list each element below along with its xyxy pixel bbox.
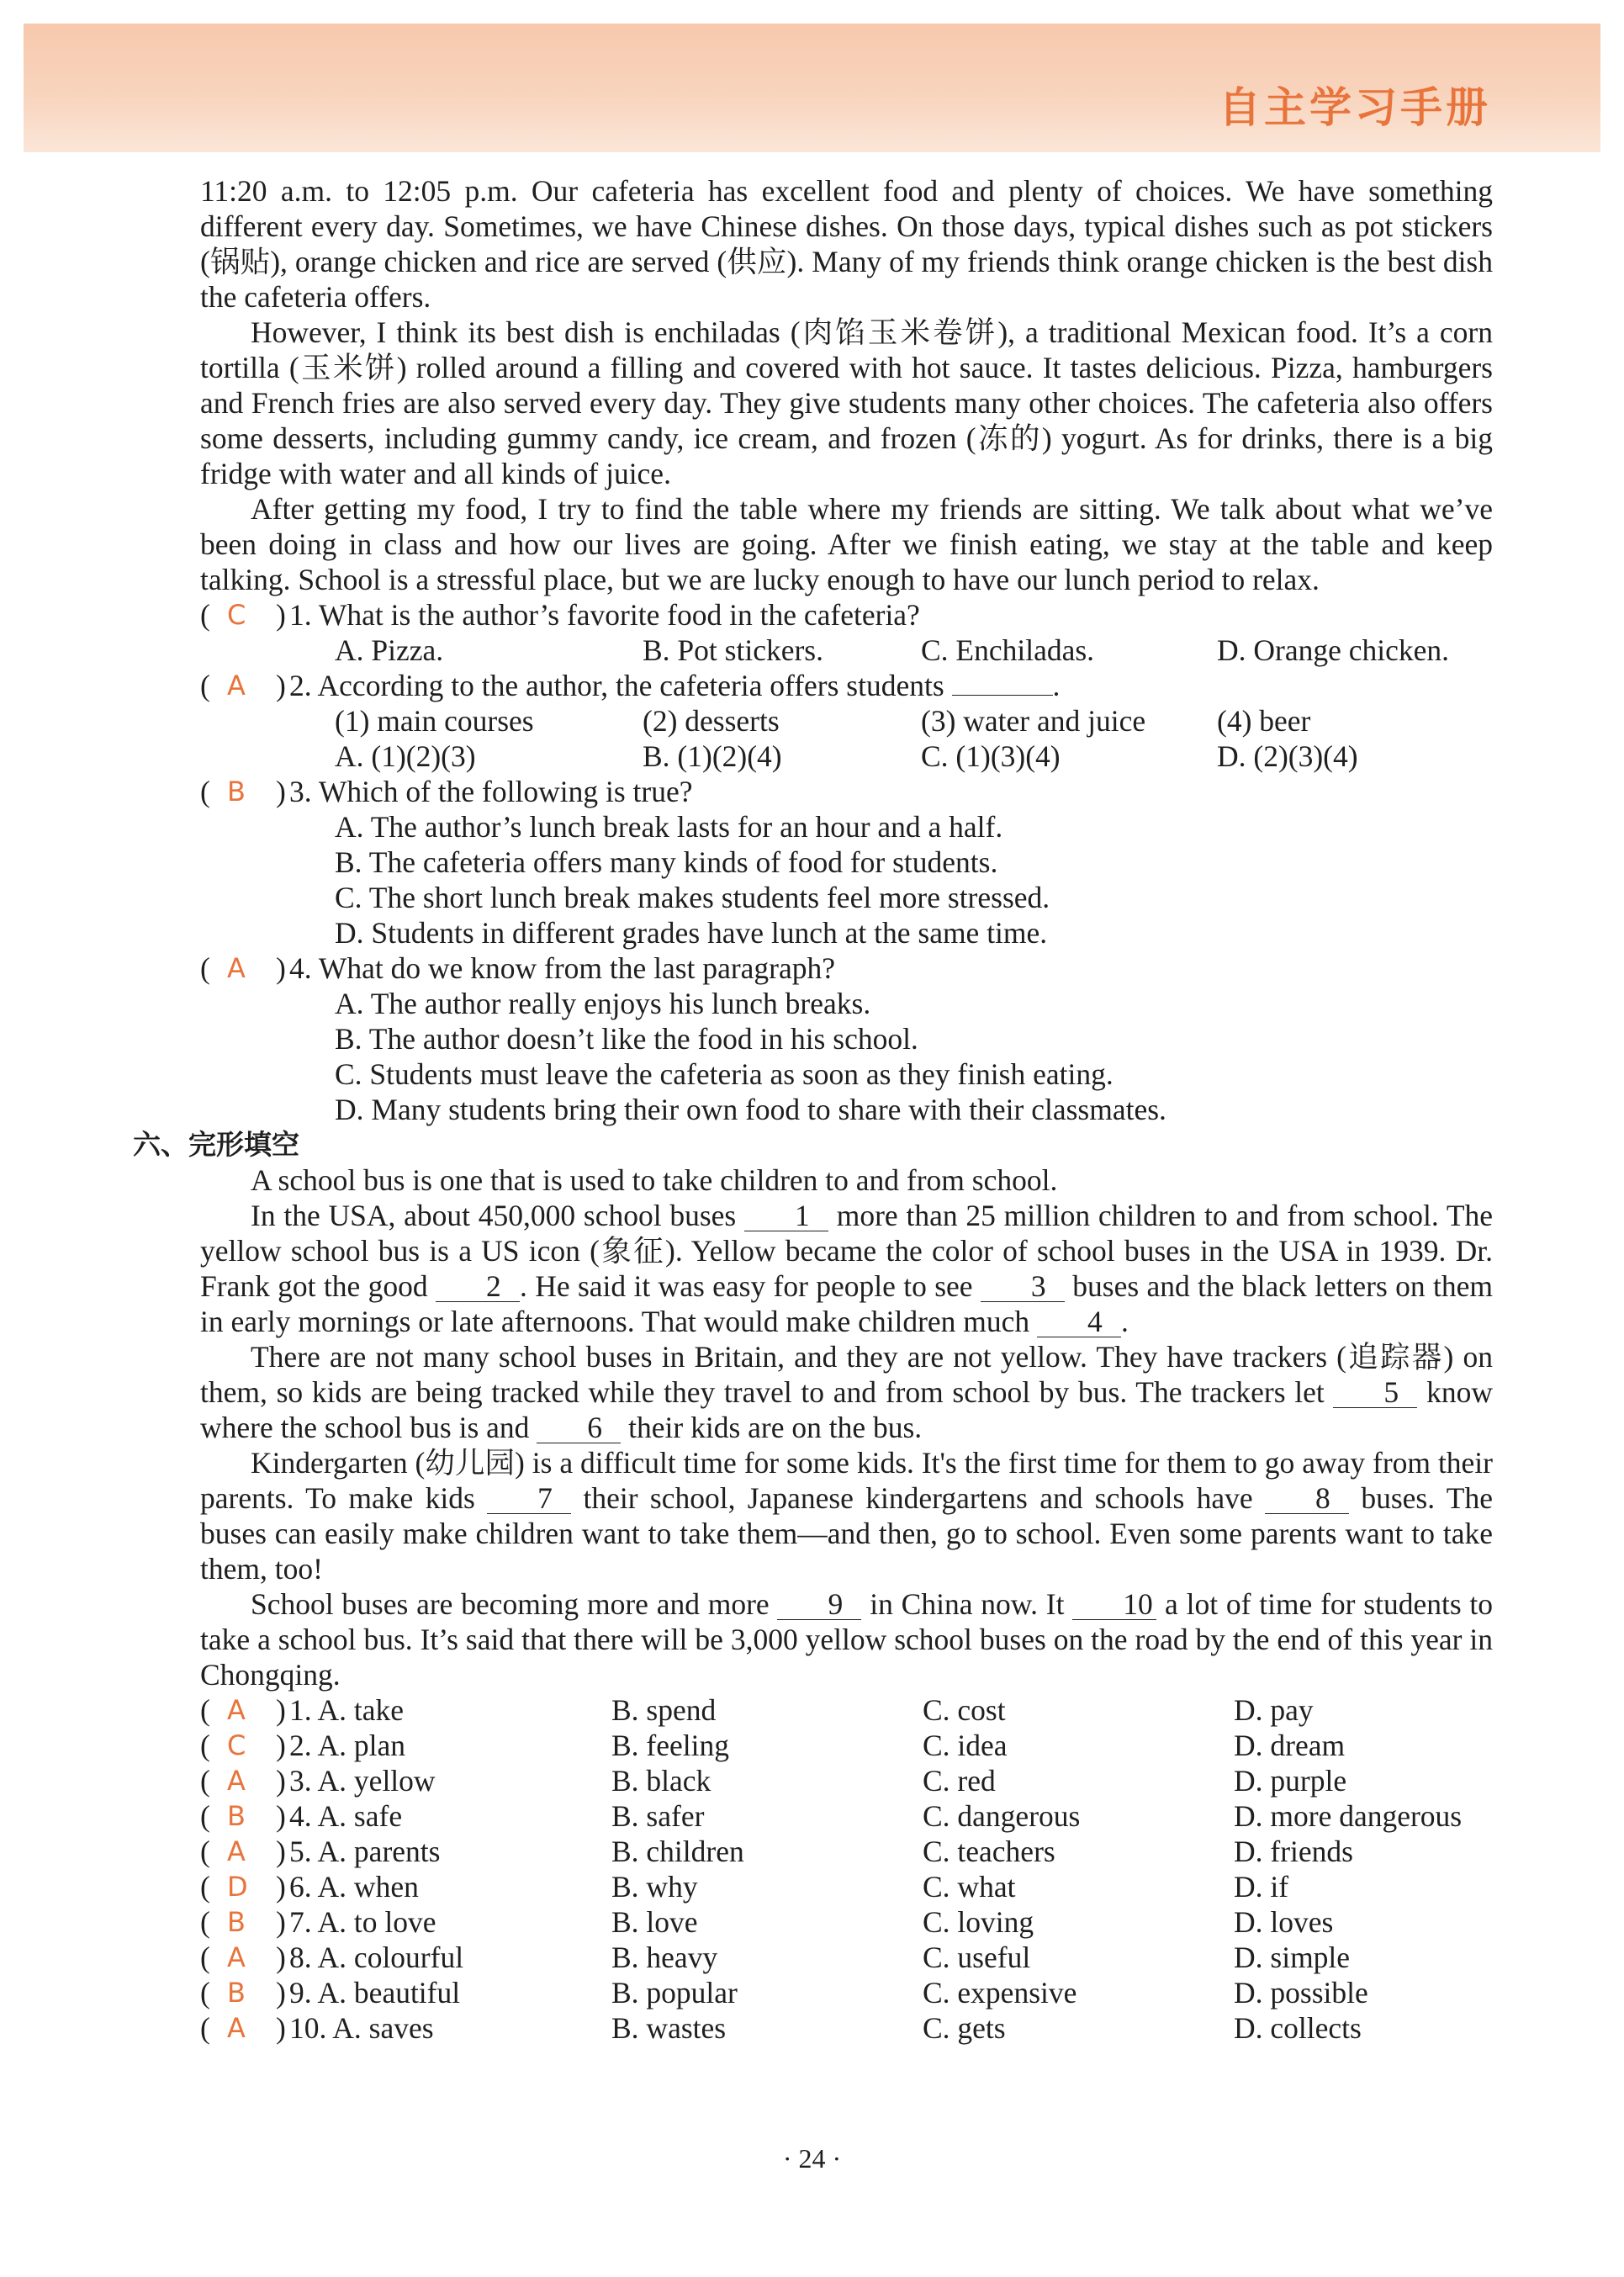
answer-mark: C [227,1729,246,1761]
cloze-paragraph: In the USA, about 450,000 school buses 1 more than 25 million children to and from school. The yellow school bus is a US icon (象征). Yellow became the color of school buses in the USA in 1939. Dr. Frank got the good 2 . He said it was easy for people to see 3 buses and the black letters on them in early mornings or late afternoons. That would make children much 4 . [200,1199,1494,1338]
option: B. The author doesn’t like the food in his school. [335,1022,918,1056]
option: B. (1)(2)(4) [643,739,782,773]
option-row [200,633,1493,668]
cloze-blank: 6 [537,1412,621,1443]
cloze-answer-row [200,1728,1493,1763]
option: A. The author’s lunch break lasts for an hour and a half. [335,810,1003,844]
option: A. to love [317,1905,436,1939]
answer-mark: C [227,599,246,631]
option: C. gets [923,2011,1006,2045]
option: A. The author really enjoys his lunch breaks. [335,987,871,1020]
book-title: 自主学习手册 [1219,83,1491,132]
option: D. Orange chicken. [1217,633,1449,667]
option: A. plan [317,1729,406,1762]
cloze-answer-left: ( A ) 10. A. saves [200,2011,434,2045]
cloze-blank: 8 [1265,1483,1349,1514]
section-title: 六、完形填空 [133,1128,299,1161]
item: (2) desserts [643,704,780,738]
option: B. love [611,1905,698,1939]
cloze-blank: 7 [487,1483,571,1514]
option: B. why [611,1870,698,1904]
cloze-answer-row [200,2010,1493,2046]
option: C. cost [923,1693,1006,1727]
cloze-answer-row [200,1975,1493,2010]
cloze-answer-list [200,1692,1493,2046]
question-number: 5. [289,1835,312,1868]
question-text: 1. What is the author’s favorite food in the cafeteria? [289,598,920,632]
answer-bracket: ( A ) [200,951,286,985]
option: C. useful [923,1941,1031,1974]
option: A. colourful [317,1941,464,1974]
item: (1) main courses [335,704,534,738]
reading-paragraph: After getting my food, I try to find the table where my friends are sitting. We talk about what we’ve been doing in class and how our lives are going. After we finish eating, we stay at the table and keep talking. School is a stressful place, but we are lucky enough to have our lunch period to relax. [200,492,1493,596]
option: D. friends [1234,1835,1353,1868]
question-number: 3. [289,1764,312,1798]
answer-mark: A [227,1765,246,1797]
option-list [200,986,1493,1127]
cloze-answer-left: ( A ) 8. A. colourful [200,1941,464,1974]
option: B. safer [611,1799,705,1833]
option: D. collects [1234,2011,1362,2045]
cloze-answer-row [200,1798,1493,1834]
option: B. popular [611,1976,738,2010]
option: A. yellow [317,1764,436,1798]
option: B. Pot stickers. [643,633,823,667]
option: B. spend [611,1693,717,1727]
reading-paragraph: However, I think its best dish is enchiladas (肉馅玉米卷饼), a traditional Mexican food. It’s a corn tortilla (玉米饼) rolled around a filling and covered with hot sauce. It tastes delicious. Pizza, hamburgers and French fries are also served every day. They give students many other choices. The cafeteria also offers some desserts, including gummy candy, ice cream, and frozen (冻的) yogurt. As for drinks, there is a big fridge with water and all kinds of juice. [200,315,1493,490]
cloze-answer-left: ( B ) 4. A. safe [200,1799,403,1833]
option: D. Students in different grades have lunch at the same time. [335,916,1048,950]
cloze-blank: 2 [436,1271,520,1302]
answer-mark: B [227,1977,246,2009]
option: D. Many students bring their own food to share with their classmates. [335,1093,1166,1126]
question-number: 6. [289,1870,312,1904]
answer-mark: D [227,1871,248,1903]
page-content [133,173,1494,2046]
option: C. teachers [923,1835,1055,1868]
option: A. beautiful [317,1976,461,2010]
cloze-answer-row [200,1904,1493,1940]
option: B. black [611,1764,711,1798]
question-number: 9. [289,1976,312,2010]
reading-paragraph: 11:20 a.m. to 12:05 p.m. Our cafeteria has excellent food and plenty of choices. We have something different every day. Sometimes, we have Chinese dishes. On those days, typical dishes such as pot stickers (锅贴), orange chicken and rice are served (供应). Many of my friends think orange chicken is the best dish the cafeteria offers. [200,174,1493,314]
page-number: · 24 · [782,2143,842,2174]
option: B. feeling [611,1729,729,1762]
option: C. idea [923,1729,1008,1762]
option: C. expensive [923,1976,1077,2010]
cloze-answer-left: ( B ) 9. A. beautiful [200,1976,461,2010]
cloze-paragraph: School buses are becoming more and more 9 in China now. It 10 a lot of time for students to take a school bus. It’s said that there will be 3,000 yellow school buses on the road by the end of this year in Chongqing. [200,1587,1494,1692]
answer-bracket: ( C ) [200,598,286,632]
answer-mark: B [227,1906,246,1938]
option: D. purple [1234,1764,1347,1798]
option: D. (2)(3)(4) [1217,739,1358,773]
cloze-blank: 4 [1037,1306,1121,1337]
option: C. The short lunch break makes students feel more stressed. [335,881,1050,914]
option-list [200,809,1493,951]
option: B. heavy [611,1941,718,1974]
option: A. safe [317,1799,403,1833]
question-text: 4. What do we know from the last paragraph? [289,951,835,985]
option: D. if [1234,1870,1289,1904]
answer-mark: A [227,1941,246,1973]
answer-blank [952,695,1053,696]
answer-bracket: ( B ) [200,775,286,808]
cloze-answer-row [200,1763,1493,1798]
cloze-blank: 9 [777,1589,861,1620]
question-2: ( A ) 2. According to the author, the cafeteria offers students . [200,669,1061,702]
option: A. take [317,1693,405,1727]
cloze-answer-left: ( D ) 6. A. when [200,1870,419,1904]
answer-mark: A [227,670,246,702]
item: (3) water and juice [921,704,1146,738]
cloze-blank: 10 [1072,1589,1156,1620]
answer-mark: B [227,776,246,808]
answer-mark: A [227,1835,246,1867]
option: A. saves [332,2011,434,2045]
cloze-answer-left: ( A ) 1. A. take [200,1693,405,1727]
option: A. Pizza. [335,633,444,667]
cloze-paragraph: A school bus is one that is used to take children to and from school. [251,1163,1058,1197]
option: D. dream [1234,1729,1346,1762]
option: C. (1)(3)(4) [921,739,1061,773]
cloze-answer-row [200,1940,1493,1975]
question-1 [200,597,1493,633]
answer-bracket: ( A ) [200,669,286,702]
item: (4) beer [1217,704,1311,738]
answer-mark: A [227,1694,246,1726]
option: D. loves [1234,1905,1334,1939]
option: A. when [317,1870,419,1904]
cloze-paragraph: Kindergarten (幼儿园) is a difficult time for some kids. It's the first time for them to go away from their parents. To make kids 7 their school, Japanese kindergartens and schools have 8 buses. The buses can easily make children want to take them—and then, go to school. Even some parents want to take them, too! [200,1446,1493,1586]
option: C. what [923,1870,1016,1904]
option: D. simple [1234,1941,1351,1974]
option: B. wastes [611,2011,727,2045]
option: D. more dangerous [1234,1799,1463,1833]
answer-mark: A [227,952,246,984]
option-row [200,739,1493,774]
option: B. children [611,1835,744,1868]
question-number: 2. [289,1729,312,1762]
cloze-blank: 1 [744,1200,828,1231]
question-number: 1. [289,1693,312,1727]
item-row [200,703,1493,739]
question-number: 10. [289,2011,327,2045]
cloze-answer-row [200,1692,1493,1728]
answer-mark: A [227,2012,246,2044]
question-3 [200,774,1493,809]
cloze-answer-left: ( A ) 5. A. parents [200,1835,441,1868]
option: B. The cafeteria offers many kinds of food for students. [335,845,998,879]
option: C. red [923,1764,996,1798]
cloze-answer-left: ( C ) 2. A. plan [200,1729,406,1762]
question-number: 8. [289,1941,312,1974]
question-number: 4. [289,1799,312,1833]
header-banner [24,24,1600,152]
option: C. Students must leave the cafeteria as soon as they finish eating. [335,1057,1114,1091]
question-number: 7. [289,1905,312,1939]
option: D. pay [1234,1693,1314,1727]
option: C. dangerous [923,1799,1081,1833]
answer-mark: B [227,1800,246,1832]
cloze-blank: 5 [1333,1377,1417,1408]
option: C. Enchiladas. [921,633,1095,667]
option: A. (1)(2)(3) [335,739,476,773]
cloze-answer-left: ( B ) 7. A. to love [200,1905,436,1939]
option: D. possible [1234,1976,1368,2010]
cloze-blank: 3 [981,1271,1065,1302]
cloze-paragraph: There are not many school buses in Britain, and they are not yellow. They have trackers (追踪器) on them, so kids are being tracked while they travel to and from school by bus. The trackers let 5 know where the school bus is and 6 their kids are on the bus. [200,1340,1494,1444]
question-text: 3. Which of the following is true? [289,775,693,808]
question-4 [200,951,1493,986]
option: C. loving [923,1905,1034,1939]
question-text: 2. According to the author, the cafeteria offers students [289,669,944,702]
cloze-answer-row [200,1869,1493,1904]
cloze-answer-row [200,1834,1493,1869]
cloze-answer-left: ( A ) 3. A. yellow [200,1764,436,1798]
option: A. parents [317,1835,441,1868]
